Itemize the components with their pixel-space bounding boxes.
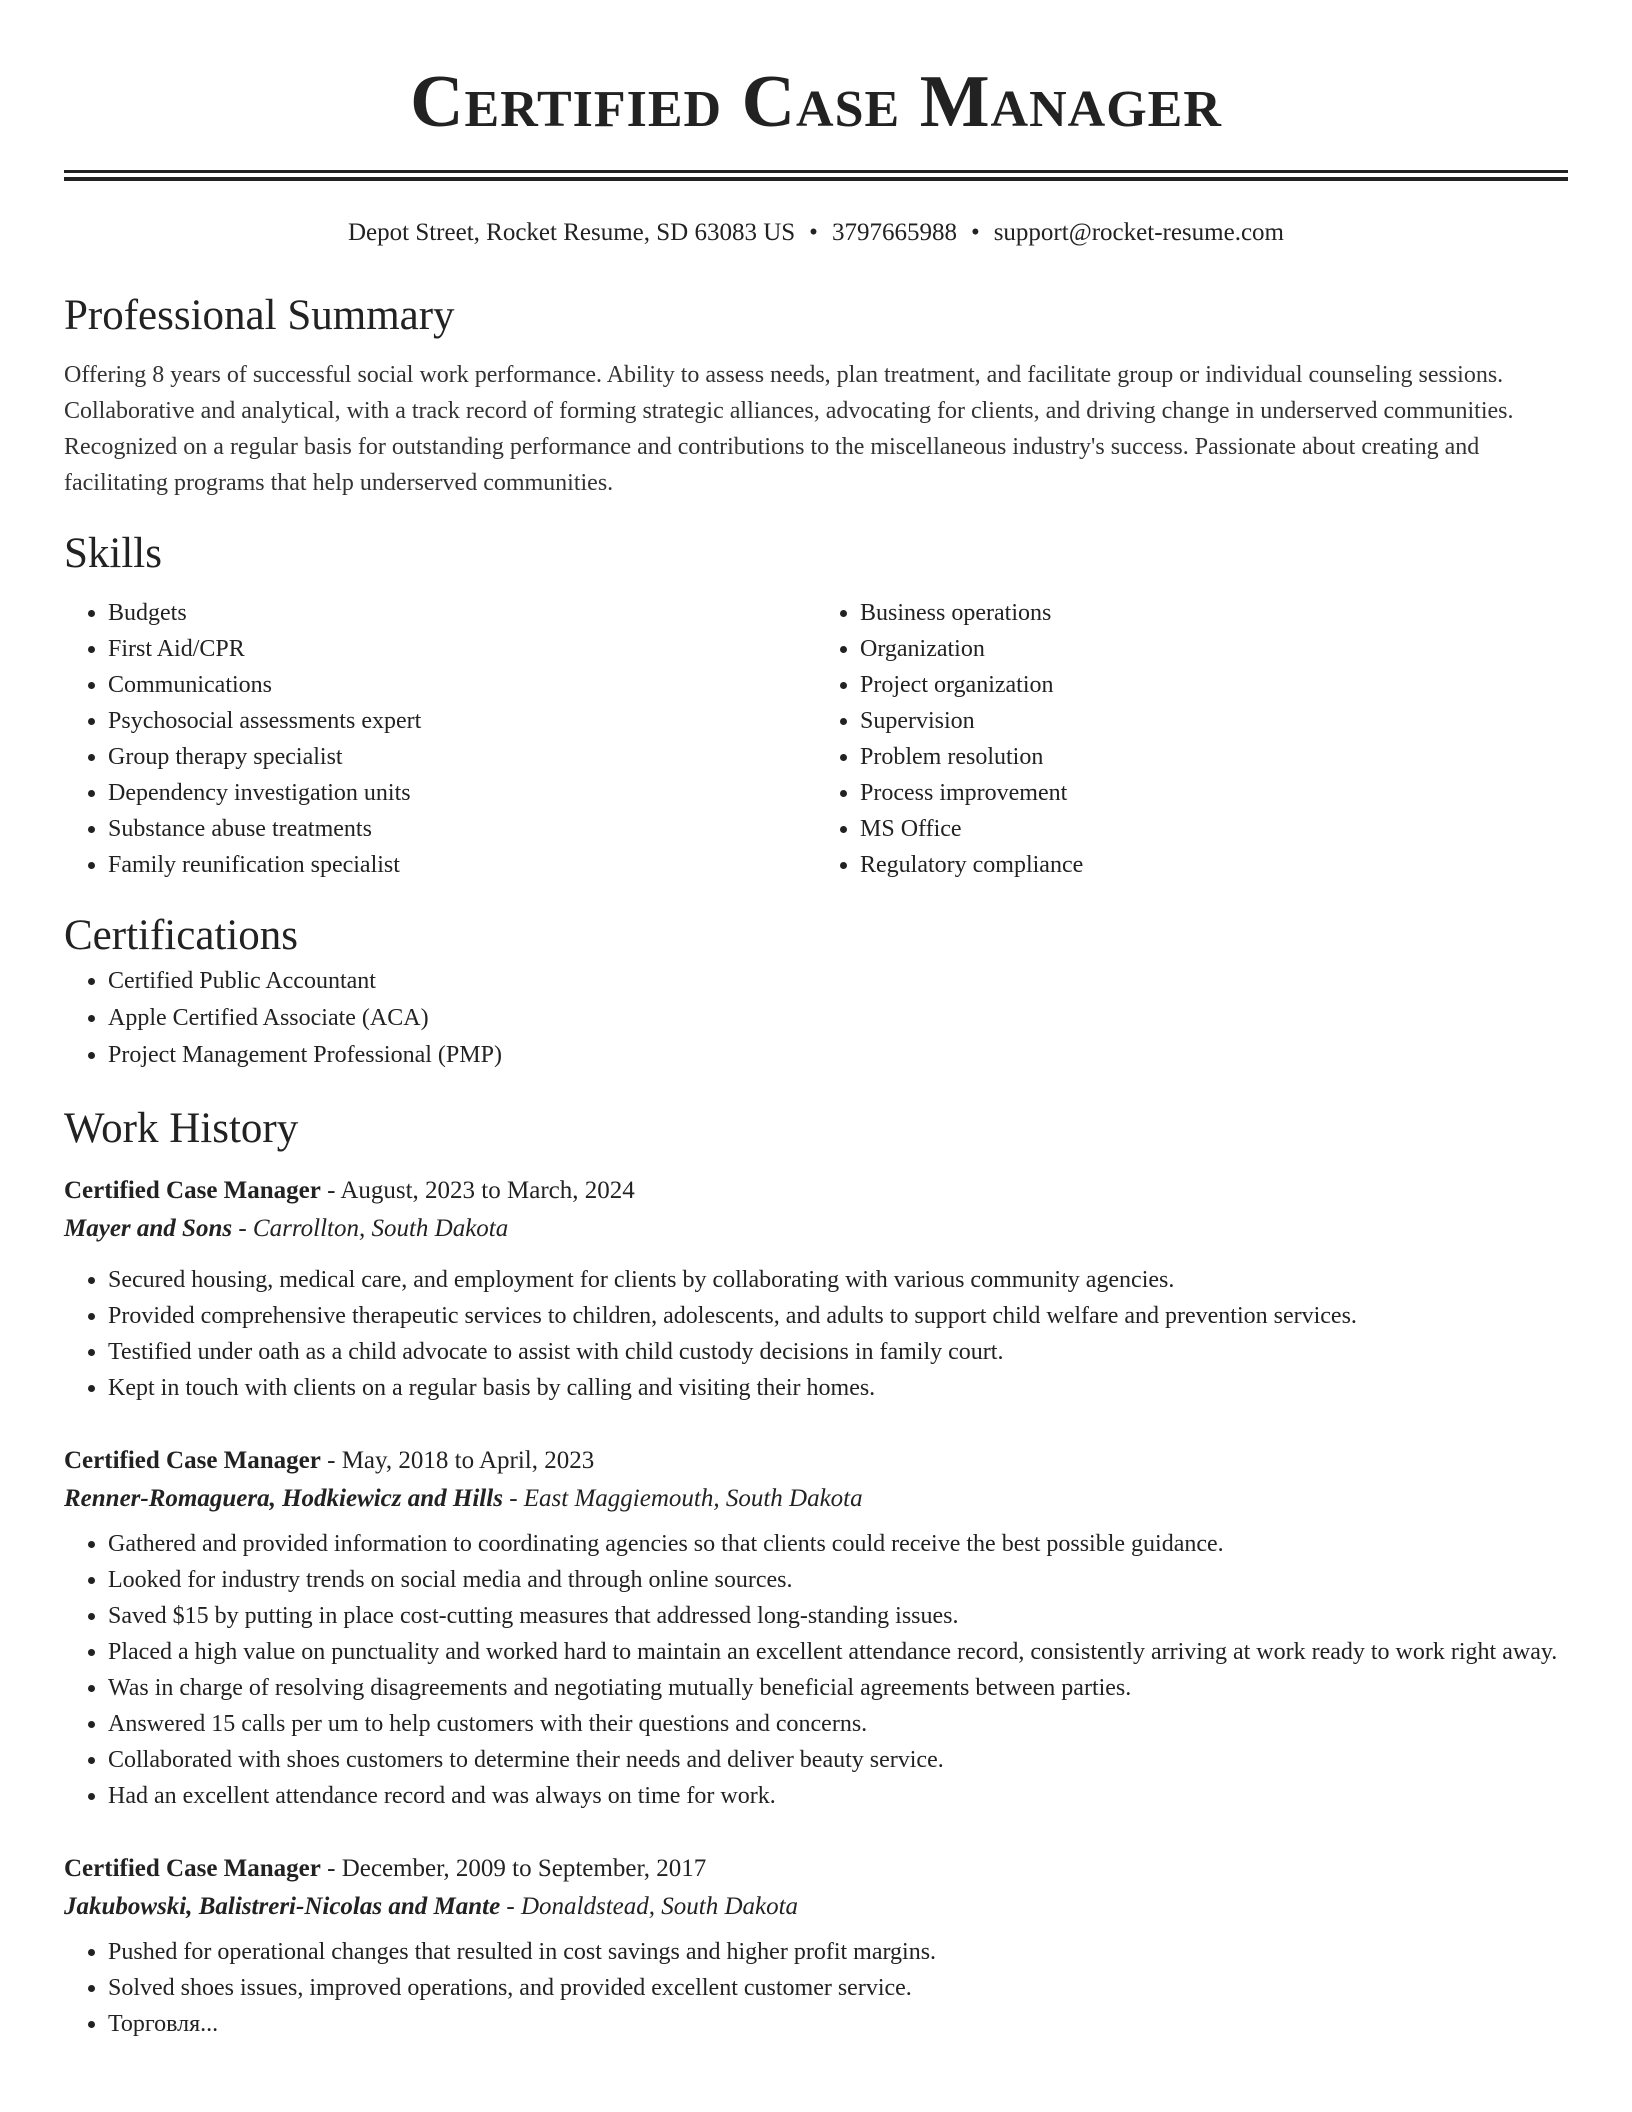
job-title-line: [64, 1172, 1568, 1210]
job-bullets: [64, 1526, 1568, 1814]
certifications-heading: Certifications: [64, 912, 299, 959]
job-company-line: [64, 1210, 1568, 1248]
certification-item: • Apple Certified Associate (ACA): [108, 1000, 1568, 1037]
job-location: - Carrollton, South Dakota: [232, 1215, 509, 1242]
skill-item: • Family reunification specialist: [108, 847, 816, 883]
resume-title: Certified Case Manager: [410, 61, 1222, 143]
certification-item: • Certified Public Accountant: [108, 963, 1568, 1000]
job-title: Certified Case Manager: [64, 1447, 321, 1474]
work-history-heading: Work History: [64, 1105, 299, 1152]
certification-item: • Project Management Professional (PMP): [108, 1037, 1568, 1074]
job-bullets: [64, 1934, 1568, 2042]
skill-item: • Psychosocial assessments expert: [108, 703, 816, 739]
job-bullet: • Had an excellent attendance record and was always on time for work.: [108, 1778, 1568, 1814]
job-company-line: [64, 1888, 1568, 1926]
skill-item: • Budgets: [108, 595, 816, 631]
job-bullet: • Kept in touch with clients on a regular basis by calling and visiting their homes.: [108, 1370, 1568, 1406]
summary-heading: Professional Summary: [64, 292, 455, 339]
skills-heading: Skills: [64, 530, 162, 577]
skills-list-left: [64, 595, 816, 883]
skill-item: • First Aid/CPR: [108, 631, 816, 667]
job-dates: - December, 2009 to September, 2017: [320, 1855, 707, 1882]
job-bullet: • Answered 15 calls per um to help customers with their questions and concerns.: [108, 1706, 1568, 1742]
job-company: Renner-Romaguera, Hodkiewicz and Hills: [64, 1485, 503, 1512]
skill-item: • Substance abuse treatments: [108, 811, 816, 847]
skill-item: • Dependency investigation units: [108, 775, 816, 811]
contact-separator: •: [970, 219, 980, 246]
job-location: - East Maggiemouth, South Dakota: [502, 1485, 863, 1512]
contact-email: support@rocket-resume.com: [993, 219, 1284, 246]
skill-item: • Problem resolution: [860, 739, 1568, 775]
job-entry: [64, 1172, 1568, 1406]
job-bullet: • Looked for industry trends on social media and through online sources.: [108, 1562, 1568, 1598]
job-bullet: • Gathered and provided information to coordinating agencies so that clients could receive the best possible guidance.: [108, 1526, 1568, 1562]
title-divider: [64, 170, 1568, 181]
contact-address: Depot Street, Rocket Resume, SD 63083 US: [347, 219, 796, 246]
job-entry: [64, 1850, 1568, 2042]
skill-item: • Organization: [860, 631, 1568, 667]
job-company-line: [64, 1480, 1568, 1518]
job-bullet: • Provided comprehensive therapeutic services to children, adolescents, and adults to support child welfare and prevention services.: [108, 1298, 1568, 1334]
job-bullet: • Торговля...: [108, 2006, 1568, 2042]
job-dates: - August, 2023 to March, 2024: [320, 1177, 635, 1204]
job-company: Mayer and Sons: [64, 1215, 233, 1242]
job-bullet: • Collaborated with shoes customers to determine their needs and deliver beauty service.: [108, 1742, 1568, 1778]
job-location: - Donaldstead, South Dakota: [500, 1893, 799, 1920]
job-title: Certified Case Manager: [64, 1855, 321, 1882]
contact-line: [64, 217, 1568, 249]
job-bullet: • Was in charge of resolving disagreements and negotiating mutually beneficial agreements between parties.: [108, 1670, 1568, 1706]
skill-item: • Supervision: [860, 703, 1568, 739]
job-company: Jakubowski, Balistreri-Nicolas and Mante: [64, 1893, 501, 1920]
job-entry: [64, 1442, 1568, 1814]
job-bullet: • Secured housing, medical care, and employment for clients by collaborating with various community agencies.: [108, 1262, 1568, 1298]
contact-separator: •: [809, 219, 818, 246]
skills-grid: [64, 595, 1568, 883]
job-bullet: • Solved shoes issues, improved operations, and provided excellent customer service.: [108, 1970, 1568, 2006]
job-bullet: • Placed a high value on punctuality and worked hard to maintain an excellent attendance record, consistently arriving at work ready to work right away.: [108, 1634, 1568, 1670]
summary-text: Offering 8 years of successful social work performance. Ability to assess needs, plan treatment, and facilitate group or individual counseling sessions. Collaborative and analytical, with a track record of forming strategic alliances, advocating for clients, and driving change in underserved communities. Recognized on a regular basis for outstanding performance and contributions to the miscellaneous industry's success. Passionate about creating and facilitating programs that help underserved communities.: [64, 362, 1514, 496]
skill-item: • Project organization: [860, 667, 1568, 703]
job-bullet: • Testified under oath as a child advocate to assist with child custody decisions in family court.: [108, 1334, 1568, 1370]
skills-list-right: [816, 595, 1568, 883]
skill-item: • Communications: [108, 667, 816, 703]
job-bullet: • Saved $15 by putting in place cost-cutting measures that addressed long-standing issues.: [108, 1598, 1568, 1634]
skill-item: • Regulatory compliance: [860, 847, 1568, 883]
skill-item: • Business operations: [860, 595, 1568, 631]
skill-item: • MS Office: [860, 811, 1568, 847]
job-dates: - May, 2018 to April, 2023: [320, 1447, 595, 1474]
job-title-line: [64, 1442, 1568, 1480]
skill-item: • Process improvement: [860, 775, 1568, 811]
job-title-line: [64, 1850, 1568, 1888]
job-bullet: • Pushed for operational changes that resulted in cost savings and higher profit margins.: [108, 1934, 1568, 1970]
contact-phone: 3797665988: [831, 219, 957, 246]
job-title: Certified Case Manager: [64, 1177, 321, 1204]
job-bullets: [64, 1262, 1568, 1406]
skill-item: • Group therapy specialist: [108, 739, 816, 775]
certifications-list: [64, 963, 1568, 1074]
